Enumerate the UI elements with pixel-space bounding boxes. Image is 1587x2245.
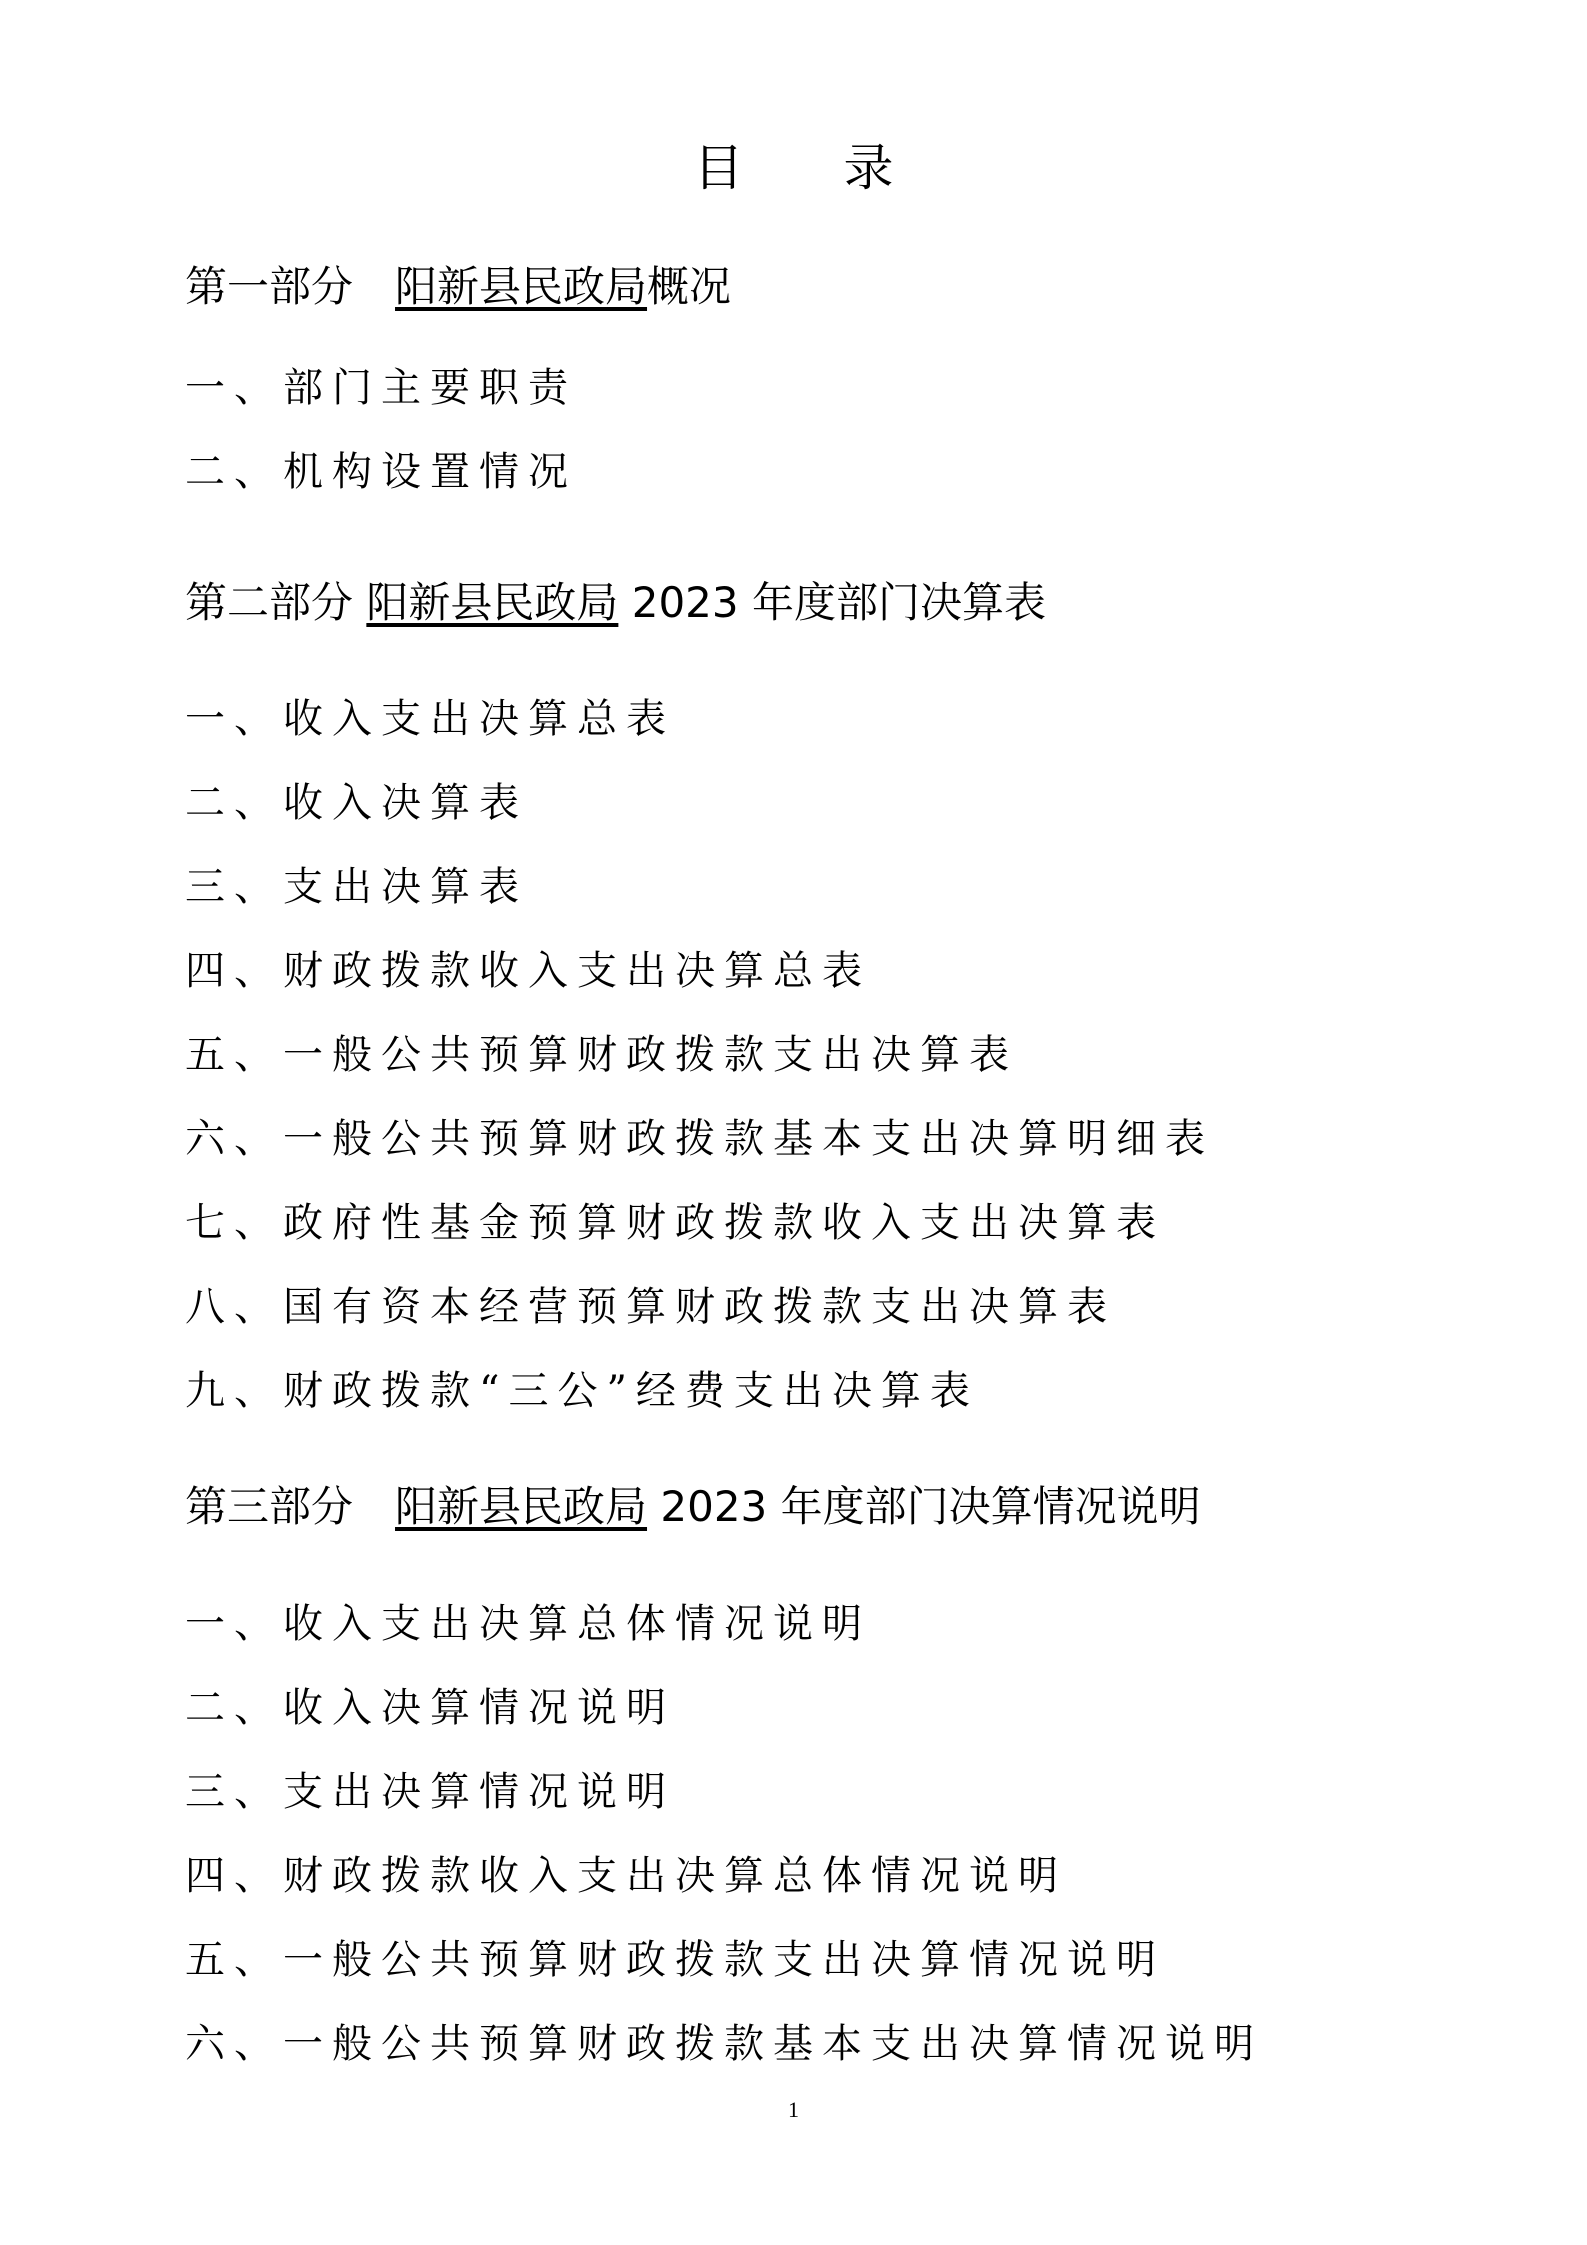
toc-item: 二、收入决算情况说明: [185, 1685, 675, 1731]
toc-item: 六、一般公共预算财政拨款基本支出决算情况说明: [185, 2021, 1263, 2067]
part-2-heading: [185, 576, 1046, 630]
toc-item: 二、机构设置情况: [185, 449, 577, 495]
toc-item: 二、收入决算表: [185, 780, 528, 826]
part-3-heading: [185, 1480, 1201, 1534]
part-2-department: 阳新县民政局: [366, 578, 619, 627]
toc-item: 五、一般公共预算财政拨款支出决算表: [185, 1032, 1018, 1078]
toc-title: 目 录: [693, 139, 894, 197]
part-3-prefix: 第三部分: [185, 1482, 396, 1531]
toc-item: 三、支出决算表: [185, 864, 528, 910]
toc-item: 五、一般公共预算财政拨款支出决算情况说明: [185, 1937, 1165, 1983]
part-2-suffix: 2023 年度部门决算表: [618, 578, 1046, 627]
page-number: 1: [788, 2097, 799, 2122]
toc-item: 七、政府性基金预算财政拨款收入支出决算表: [185, 1200, 1165, 1246]
toc-item: 八、国有资本经营预算财政拨款支出决算表: [185, 1284, 1116, 1330]
part-1-department: 阳新县民政局: [395, 262, 648, 311]
toc-item: 四、财政拨款收入支出决算总表: [185, 948, 871, 994]
toc-item: 四、财政拨款收入支出决算总体情况说明: [185, 1853, 1067, 1899]
toc-item: 一、收入支出决算总表: [185, 696, 675, 742]
part-3-department: 阳新县民政局: [395, 1482, 648, 1531]
toc-item: 九、财政拨款“三公”经费支出决算表: [185, 1368, 979, 1414]
part-2-prefix: 第二部分: [185, 578, 367, 627]
part-1-prefix: 第一部分: [185, 262, 396, 311]
part-1-suffix: 概况: [647, 262, 732, 311]
toc-item: 三、支出决算情况说明: [185, 1769, 675, 1815]
part-3-suffix: 2023 年度部门决算情况说明: [647, 1482, 1201, 1531]
part-1-heading: [185, 260, 731, 314]
toc-item: 一、收入支出决算总体情况说明: [185, 1601, 871, 1647]
toc-item: 一、部门主要职责: [185, 365, 577, 411]
toc-item: 六、一般公共预算财政拨款基本支出决算明细表: [185, 1116, 1214, 1162]
